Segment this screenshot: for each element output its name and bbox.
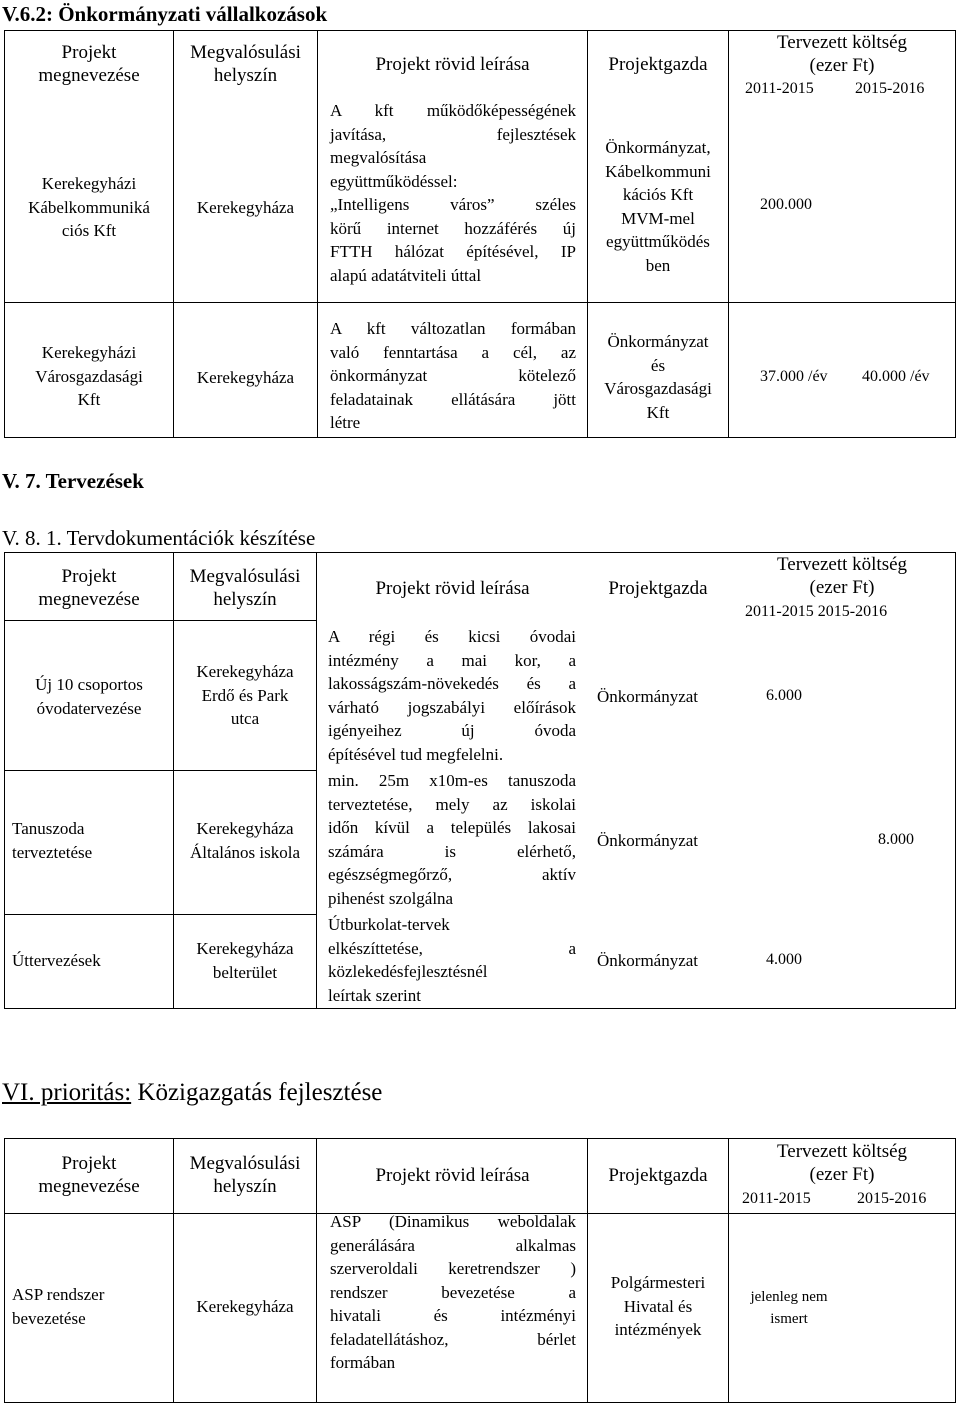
table-row-owner: Önkormányzat xyxy=(597,951,699,970)
table-row-description: ASP (Dinamikus weboldalak generálására alkalmas szerveroldali keretrendszer ) rendszer bevezetése a hivatali és intézményi feladatellátáshoz, bérlet formában xyxy=(330,1212,576,1372)
header-owner: Projektgazda xyxy=(608,578,708,599)
table-row-cost-1: 4.000 xyxy=(766,951,802,968)
header-year-2: 2015-2016 xyxy=(857,1190,927,1207)
header-location: Megvalósulási helyszín xyxy=(190,42,301,86)
header-year-1: 2011-2015 xyxy=(745,80,814,97)
header-cost: Tervezett költség (ezer Ft) xyxy=(776,554,908,598)
table-row-description: A kft működőképességének javítása, fejlesztések megvalósítása együttműködéssel: „Intelligens város” széles körű internet hozzáférés új FTTH hálózat építésével, IP alapú adatátviteli úttal xyxy=(330,101,576,285)
header-project-name: Projekt megnevezése xyxy=(38,566,140,610)
header-project-name: Projekt megnevezése xyxy=(38,1153,140,1197)
header-owner: Projektgazda xyxy=(608,1165,708,1186)
header-description: Projekt rövid leírása xyxy=(375,578,530,599)
table-row-name: Kerekegyházi Városgazdasági Kft xyxy=(35,343,143,409)
table-row-cost-1: 6.000 xyxy=(766,687,802,704)
header-years: 2011-2015 2015-2016 xyxy=(745,603,888,620)
table-row-cost-1: jelenleg nem ismert xyxy=(750,1289,828,1327)
table-row-owner: Önkormányzat xyxy=(597,687,699,706)
table-row-location: Kerekegyháza xyxy=(196,368,295,387)
section-title-v81: V. 8. 1. Tervdokumentációk készítése xyxy=(2,526,316,550)
table-row-location: Kerekegyháza xyxy=(196,1297,294,1316)
table-row-location: Kerekegyháza belterület xyxy=(196,939,294,982)
header-year-2: 2015-2016 xyxy=(855,80,925,97)
table-row-description: Útburkolat-tervek elkészíttetése, a közlekedésfejlesztésnél leírtak szerint xyxy=(328,915,576,1005)
table-row-owner: Önkormányzat, Kábelkommuni kációs Kft MVM-mel együttműködés ben xyxy=(605,138,711,275)
header-cost: Tervezett költség (ezer Ft) xyxy=(776,32,908,76)
table-row-owner: Önkormányzat xyxy=(597,831,699,850)
header-description: Projekt rövid leírása xyxy=(375,54,530,75)
header-year-1: 2011-2015 xyxy=(742,1190,811,1207)
table-row-description: A régi és kicsi óvodai intézmény a mai kor, a lakosságszám-növekedés és a várható jogszabályi előírások igényeihez új óvoda építésével tud megfelelni. xyxy=(328,627,576,764)
header-cost: Tervezett költség (ezer Ft) xyxy=(776,1141,908,1185)
header-description: Projekt rövid leírása xyxy=(375,1165,530,1186)
table-row-cost-1: 200.000 xyxy=(760,196,812,213)
table-row-name: Kerekegyházi Kábelkommuniká ciós Kft xyxy=(28,174,150,240)
table-row-name: Új 10 csoportos óvodatervezése xyxy=(35,675,143,718)
table-row-cost-1: 37.000 /év xyxy=(760,368,828,385)
table-row-description: A kft változatlan formában való fenntartása a cél, az önkormányzat kötelező feladatainak ellátására jött létre xyxy=(330,319,576,432)
section-title-vi xyxy=(2,1079,382,1107)
section-title-vi-prefix: VI. prioritás: xyxy=(2,1079,132,1106)
section-title-v62: V.6.2: Önkormányzati vállalkozások xyxy=(2,2,328,26)
header-project-name: Projekt megnevezése xyxy=(38,42,140,86)
header-location: Megvalósulási helyszín xyxy=(189,1153,301,1197)
table-row-owner: Polgármesteri Hivatal és intézmények xyxy=(610,1273,706,1339)
table-row-name: ASP rendszer bevezetése xyxy=(12,1285,105,1328)
table-row-description: min. 25m x10m-es tanuszoda terveztetése, mely az iskolai időn kívül a település lakosai számára is elérhető, egészségmegőrző, aktív pihenést szolgálna xyxy=(328,771,576,908)
table-row-location: Kerekegyháza Általános iskola xyxy=(189,819,300,862)
table-row-name: Tanuszoda terveztetése xyxy=(12,819,93,862)
table-row-location: Kerekegyháza xyxy=(196,198,295,217)
table-row-location: Kerekegyháza Erdő és Park utca xyxy=(196,662,294,728)
table-row-owner: Önkormányzat és Városgazdasági Kft xyxy=(604,332,712,422)
table-row-name: Úttervezések xyxy=(12,951,101,970)
header-location: Megvalósulási helyszín xyxy=(189,566,301,610)
section-title-v7: V. 7. Tervezések xyxy=(2,469,144,493)
section-title-vi-rest: Közigazgatás fejlesztése xyxy=(131,1079,383,1106)
header-owner: Projektgazda xyxy=(608,54,708,75)
table-row-cost-2: 40.000 /év xyxy=(862,368,930,385)
table-row-cost-2: 8.000 xyxy=(878,831,914,848)
